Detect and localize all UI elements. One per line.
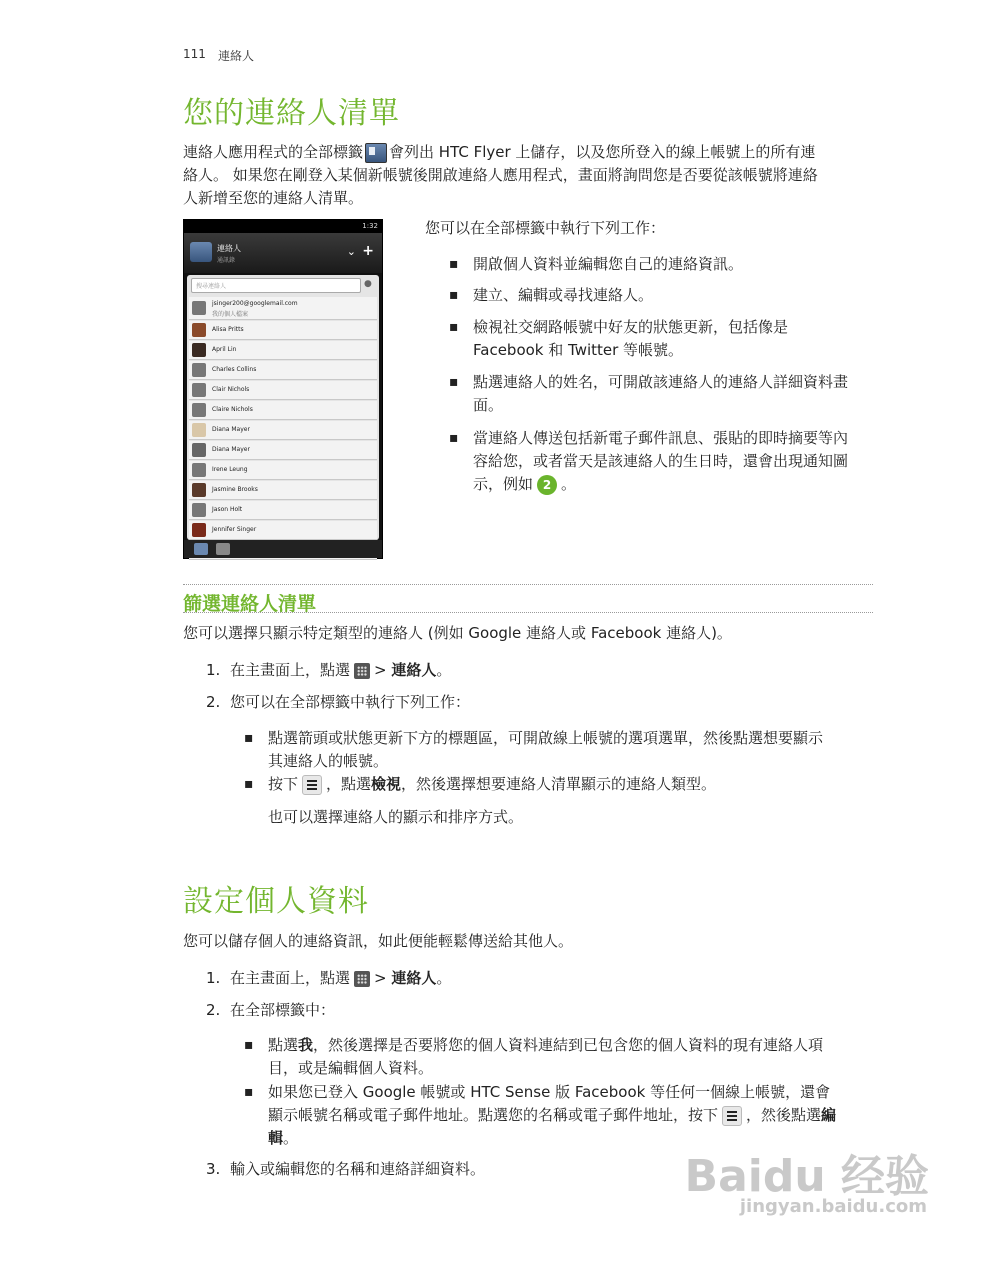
contacts-app-icon — [190, 242, 212, 262]
contacts-subtitle: 通訊錄 — [217, 257, 236, 264]
list-item — [189, 501, 377, 520]
contact-name: Claire Nichols — [212, 406, 253, 413]
contact-name: Jason Holt — [212, 506, 243, 513]
step-number: 3. — [206, 1160, 221, 1178]
task-bullet: ▪ 開啟個人資料並編輯您自己的連絡資訊。 — [473, 253, 883, 276]
bullet-text: ，然後選擇是否要將您的個人資料連結到已包含您的個人資料的現有連絡人項 — [313, 1036, 824, 1054]
bullet-text: 檢視 — [371, 775, 402, 793]
list-item — [189, 341, 377, 360]
filter-bullet — [268, 727, 878, 773]
step-2 — [206, 691, 471, 714]
chevron-down-icon: ⌄ — [346, 245, 356, 258]
step-text: 。 — [436, 969, 452, 987]
contact-list — [187, 275, 379, 540]
bullet-text: 示，例如 — [473, 475, 534, 493]
step-text: 您可以在全部標籤中執行下列工作： — [230, 693, 471, 711]
bullet-text: 目，或是編輯個人資料。 — [268, 1059, 434, 1077]
step-text: 在主畫面上，點選 — [230, 969, 351, 987]
intro-text: 絡人。 如果您在剛登入某個新帳號後開啟連絡人應用程式，畫面將詢問您是否要從該帳號將連絡 — [183, 166, 818, 184]
divider — [183, 612, 873, 613]
bullet-text: ▪ 檢視社交網路帳號中好友的狀態更新，包括像是 — [473, 318, 789, 336]
intro-paragraph — [183, 141, 883, 210]
bullet-text: 點選 — [268, 1036, 299, 1054]
status-time: 1:32 — [362, 222, 378, 230]
task-bullet: ▪ 建立、編輯或尋找連絡人。 — [473, 284, 883, 307]
section-title-filter: 篩選連絡人清單 — [183, 593, 317, 615]
avatar — [192, 523, 206, 537]
bullet-text: 。 — [561, 475, 577, 493]
step-number: 1. — [206, 969, 221, 987]
contact-name: Alisa Pritts — [212, 326, 244, 333]
filter-intro: 您可以選擇只顯示特定類型的連絡人 (例如 Google 連絡人或 Facebook 連絡人)。 — [183, 624, 732, 642]
step-number: 2. — [206, 1001, 221, 1019]
all-tab-icon — [365, 143, 387, 163]
intro-text: 連絡人應用程式的全部標籤 — [183, 143, 364, 161]
step-text: > — [374, 969, 392, 987]
tab-bar — [184, 540, 382, 558]
bullet-text: 顯示帳號名稱或電子郵件地址。點選您的名稱或電子郵件地址，按下 — [268, 1106, 719, 1124]
list-item — [189, 381, 377, 400]
add-icon: + — [362, 243, 374, 259]
contact-name: Charles Collins — [212, 366, 257, 373]
avatar — [192, 363, 206, 377]
page-number: 111 — [183, 47, 206, 61]
avatar — [192, 443, 206, 457]
bullet-text: 其連絡人的帳號。 — [268, 752, 389, 770]
step-text: 輸入或編輯您的名稱和連絡詳細資料。 — [230, 1160, 486, 1178]
task-bullet — [473, 427, 883, 496]
step-number: 2. — [206, 693, 221, 711]
step-1 — [206, 659, 452, 682]
step-text: > — [374, 661, 392, 679]
status-bar — [184, 220, 382, 233]
bullet-text: ▪ 點選連絡人的姓名，可開啟該連絡人的連絡人詳細資料畫 — [473, 373, 849, 391]
search-placeholder: 搜尋連絡人 — [196, 283, 227, 290]
contact-name: Jasmine Brooks — [212, 486, 258, 493]
avatar — [192, 383, 206, 397]
bullet-text: 。 — [283, 1129, 299, 1147]
list-item — [189, 421, 377, 440]
bullet-text: ，然後點選 — [746, 1106, 822, 1124]
contact-name: Diana Mayer — [212, 446, 250, 453]
step-text: 。 — [436, 661, 452, 679]
baidu-watermark-url: jingyan.baidu.com — [739, 1196, 927, 1217]
bullet-text: ▪ 點選箭頭或狀態更新下方的標題區，可開啟線上帳號的選項選單，然後點選想要顯示 — [268, 729, 824, 747]
contact-name: Jennifer Singer — [212, 526, 257, 533]
step-number: 1. — [206, 661, 221, 679]
step-2 — [206, 999, 336, 1022]
avatar — [192, 423, 206, 437]
profile-bullet — [268, 1034, 878, 1080]
my-profile-row — [189, 297, 377, 320]
bullet-text: 我 — [298, 1036, 314, 1054]
intro-text: 會列出 HTC Flyer 上儲存，以及您所登入的線上帳號上的所有連 — [389, 143, 816, 161]
divider — [183, 584, 873, 585]
bullet-text: 面。 — [473, 396, 504, 414]
step-text: 在主畫面上，點選 — [230, 661, 351, 679]
avatar — [192, 343, 206, 357]
step-3 — [206, 1158, 486, 1181]
filter-bullet — [268, 773, 878, 796]
bullet-text: Facebook 和 Twitter 等帳號。 — [473, 341, 684, 359]
intro-text: 人新增至您的連絡人清單。 — [183, 189, 364, 207]
menu-icon — [302, 775, 322, 795]
menu-icon — [722, 1106, 742, 1126]
section-title-profile: 設定個人資料 — [183, 884, 369, 919]
avatar — [192, 301, 206, 315]
tasks-lead: 您可以在全部標籤中執行下列工作： — [425, 219, 666, 237]
contact-name: April Lin — [212, 346, 237, 353]
running-header: 連絡人 — [218, 49, 255, 63]
contact-name: Diana Mayer — [212, 426, 250, 433]
bullet-text: ▪ 當連絡人傳送包括新電子郵件訊息、張貼的即時摘要等內 — [473, 429, 849, 447]
list-item — [189, 321, 377, 340]
all-apps-icon — [354, 663, 370, 679]
my-profile-email: jsinger200@googlemail.com — [212, 300, 298, 307]
my-profile-label: 我的個人檔案 — [212, 311, 249, 318]
list-item — [189, 481, 377, 500]
task-bullet — [473, 371, 883, 417]
bullet-text: ，點選 — [326, 775, 372, 793]
bullet-text: ，然後選擇想要連絡人清單顯示的連絡人類型。 — [401, 775, 717, 793]
profile-intro: 您可以儲存個人的連絡資訊，如此便能輕鬆傳送給其他人。 — [183, 932, 574, 950]
step-1 — [206, 967, 452, 990]
contact-search-field — [191, 278, 361, 293]
baidu-watermark-logo: Baidu 经验 — [684, 1151, 929, 1202]
list-item — [189, 521, 377, 540]
avatar — [192, 463, 206, 477]
mic-icon: ● — [364, 279, 372, 289]
all-apps-icon — [354, 971, 370, 987]
list-item — [189, 441, 377, 460]
contact-name: Irene Leung — [212, 466, 248, 473]
step-text: 連絡人 — [391, 969, 437, 987]
contacts-title-bar — [184, 233, 382, 273]
step-text: 連絡人 — [391, 661, 437, 679]
notification-badge-icon: 2 — [537, 475, 557, 495]
avatar — [192, 503, 206, 517]
bullet-text: 編 — [821, 1106, 837, 1124]
bullet-text: 容給您，或者當天是該連絡人的生日時，還會出現通知圖 — [473, 452, 849, 470]
section-title-contact-list: 您的連絡人清單 — [183, 96, 400, 131]
list-item — [189, 401, 377, 420]
step-text: 在全部標籤中： — [230, 1001, 336, 1019]
list-item — [189, 361, 377, 380]
avatar — [192, 483, 206, 497]
groups-tab-icon — [216, 543, 230, 555]
contacts-app-screenshot — [183, 219, 383, 559]
all-tab-icon — [194, 543, 208, 555]
bullet-text: 輯 — [268, 1129, 284, 1147]
task-bullet — [473, 316, 883, 362]
contacts-title: 連絡人 — [217, 244, 241, 253]
bullet-text: ▪ 如果您已登入 Google 帳號或 HTC Sense 版 Facebook 等任何一個線上帳號，還會 — [268, 1083, 831, 1101]
bullet-text: 按下 — [268, 775, 299, 793]
contact-name: Clair Nichols — [212, 386, 250, 393]
avatar — [192, 323, 206, 337]
filter-note: 也可以選擇連絡人的顯示和排序方式。 — [268, 808, 524, 826]
list-item — [189, 461, 377, 480]
avatar — [192, 403, 206, 417]
